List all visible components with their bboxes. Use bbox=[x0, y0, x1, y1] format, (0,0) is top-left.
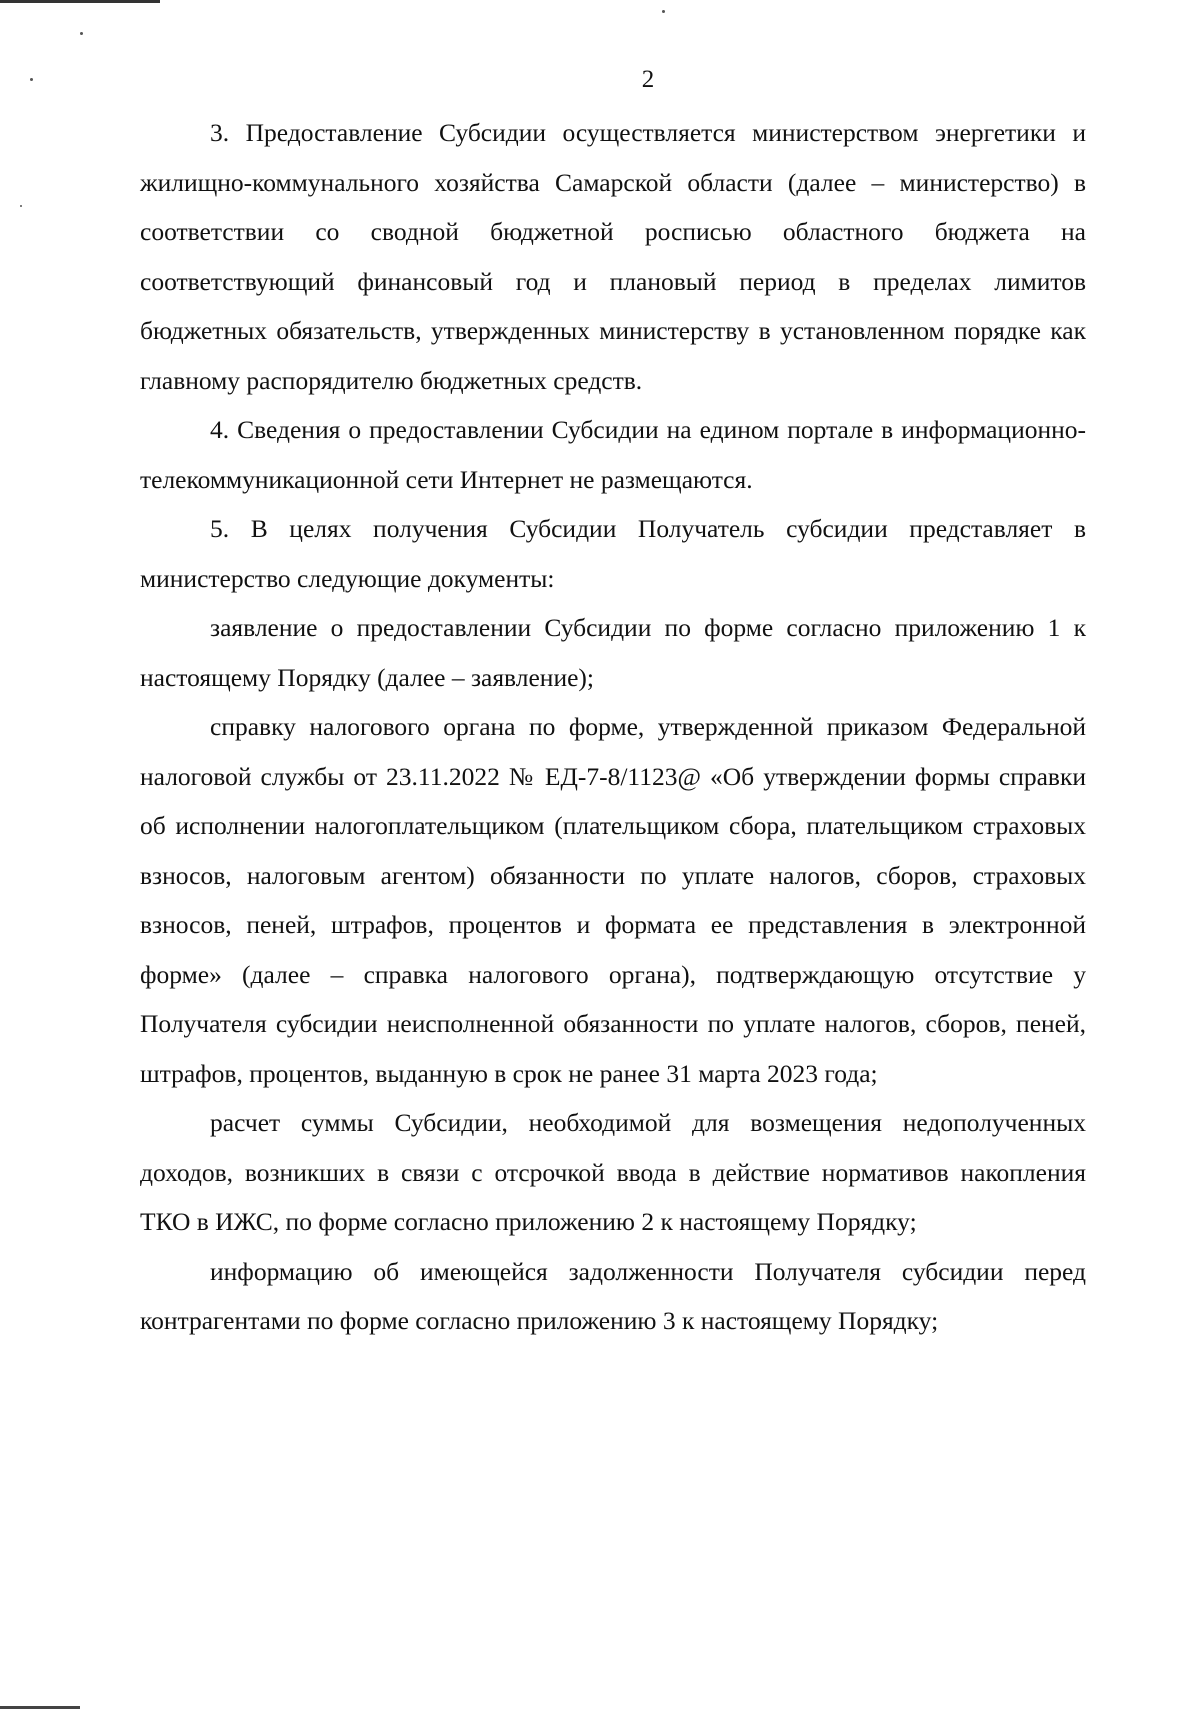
document-body bbox=[140, 108, 1086, 1346]
paragraph-5-documents: 5. В целях получения Субсидии Получатель субсидии представляет в министерство следующие документы: bbox=[140, 514, 1086, 593]
scan-speck bbox=[80, 32, 83, 35]
item-tax-certificate: справку налогового органа по форме, утвержденной приказом Федеральной налоговой службы от 23.11.2022 № ЕД-7-8/1123@ «Об утверждении формы справки об исполнении налогоплательщиком (плательщиком сбора, плательщиком страховых взносов, налоговым агентом) обязанности по уплате налогов, сборов, страховых взносов, пеней, штрафов, процентов и формата ее представления в электронной форме» (далее – справка налогового органа), подтверждающую отсутствие у Получателя субсидии неисполненной обязанности по уплате налогов, сборов, пеней, штрафов, процентов, выданную в срок не ранее 31 марта 2023 года; bbox=[140, 712, 1086, 1088]
scan-speck bbox=[662, 10, 665, 13]
page-number: 2 bbox=[641, 66, 655, 93]
scan-edge-mark bbox=[0, 0, 160, 3]
scan-speck bbox=[20, 205, 22, 207]
paragraph-4-portal-info: 4. Сведения о предоставлении Субсидии на едином портале в информационно-телекоммуникационной сети Интернет не размещаются. bbox=[140, 415, 1086, 494]
item-application: заявление о предоставлении Субсидии по форме согласно приложению 1 к настоящему Порядку (далее – заявление); bbox=[140, 613, 1086, 692]
paragraph-3-subsidy-provision: 3. Предоставление Субсидии осуществляется министерством энергетики и жилищно-коммунального хозяйства Самарской области (далее – министерство) в соответствии со сводной бюджетной росписью областного бюджета на соответствующий финансовый год и плановый период в пределах лимитов бюджетных обязательств, утвержденных министерству в установленном порядке как главному распорядителю бюджетных средств. bbox=[140, 118, 1086, 395]
item-subsidy-calculation: расчет суммы Субсидии, необходимой для возмещения недополученных доходов, возникших в связи с отсрочкой ввода в действие нормативов накопления ТКО в ИЖС, по форме согласно приложению 2 к настоящему Порядку; bbox=[140, 1108, 1086, 1236]
item-debt-information: информацию об имеющейся задолженности Получателя субсидии перед контрагентами по форме согласно приложению 3 к настоящему Порядку; bbox=[140, 1256, 1086, 1335]
